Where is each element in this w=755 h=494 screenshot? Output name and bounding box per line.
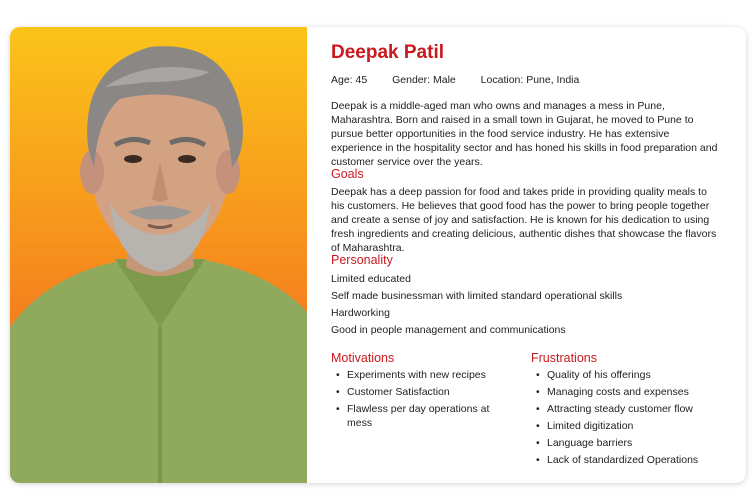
personality-list [331,271,622,339]
personality-heading: Personality [331,253,393,267]
goals-text: Deepak has a deep passion for food and takes pride in providing quality meals to his customers. He believes that good food has the power to bring people together and create a sense of joy and satisfaction. He is known for his dedication to using fresh ingredients and creating delicious, authentic dishes that showcase the flavors of Maharashtra. [331,186,717,254]
frustration-item: • Managing costs and expenses [531,384,721,401]
motivation-item: • Flawless per day operations at mess [331,403,496,430]
motivations-heading: Motivations [331,351,395,365]
frustration-item: • Quality of his offerings [531,367,721,384]
motivations-list [331,369,496,434]
personality-item: Limited educated [331,273,411,285]
frustrations-list [531,367,721,469]
motivation-item: • Experiments with new recipes [331,369,496,383]
persona-photo [10,27,307,483]
goals-heading: Goals [331,167,364,181]
portrait-illustration [10,27,307,483]
persona-location: Location: Pune, India [480,74,580,86]
frustration-item: • Limited digitization [531,418,721,435]
frustration-item: • Lack of standardized Operations [531,452,721,469]
persona-name: Deepak Patil [331,42,444,63]
persona-gender: Gender: Male [392,74,456,86]
frustration-item: • Attracting steady customer flow [531,401,721,418]
personality-item: Self made businessman with limited standard operational skills [331,290,623,302]
persona-bio: Deepak is a middle-aged man who owns and manages a mess in Pune, Maharashtra. Born and raised in a small town in Gujarat, he moved to Pune to pursue better opportunities in the food service industry. He has extensive experience in the hospitality sector and has honed his skills in food preparation and customer service over the years. [331,100,718,168]
motivation-item: • Customer Satisfaction [331,386,496,400]
persona-age: Age: 45 [331,74,368,86]
frustrations-heading: Frustrations [531,351,597,365]
frustration-item: • Language barriers [531,435,721,452]
persona-meta [331,74,601,86]
personality-item: Good in people management and communications [331,324,566,336]
personality-item: Hardworking [331,307,390,319]
